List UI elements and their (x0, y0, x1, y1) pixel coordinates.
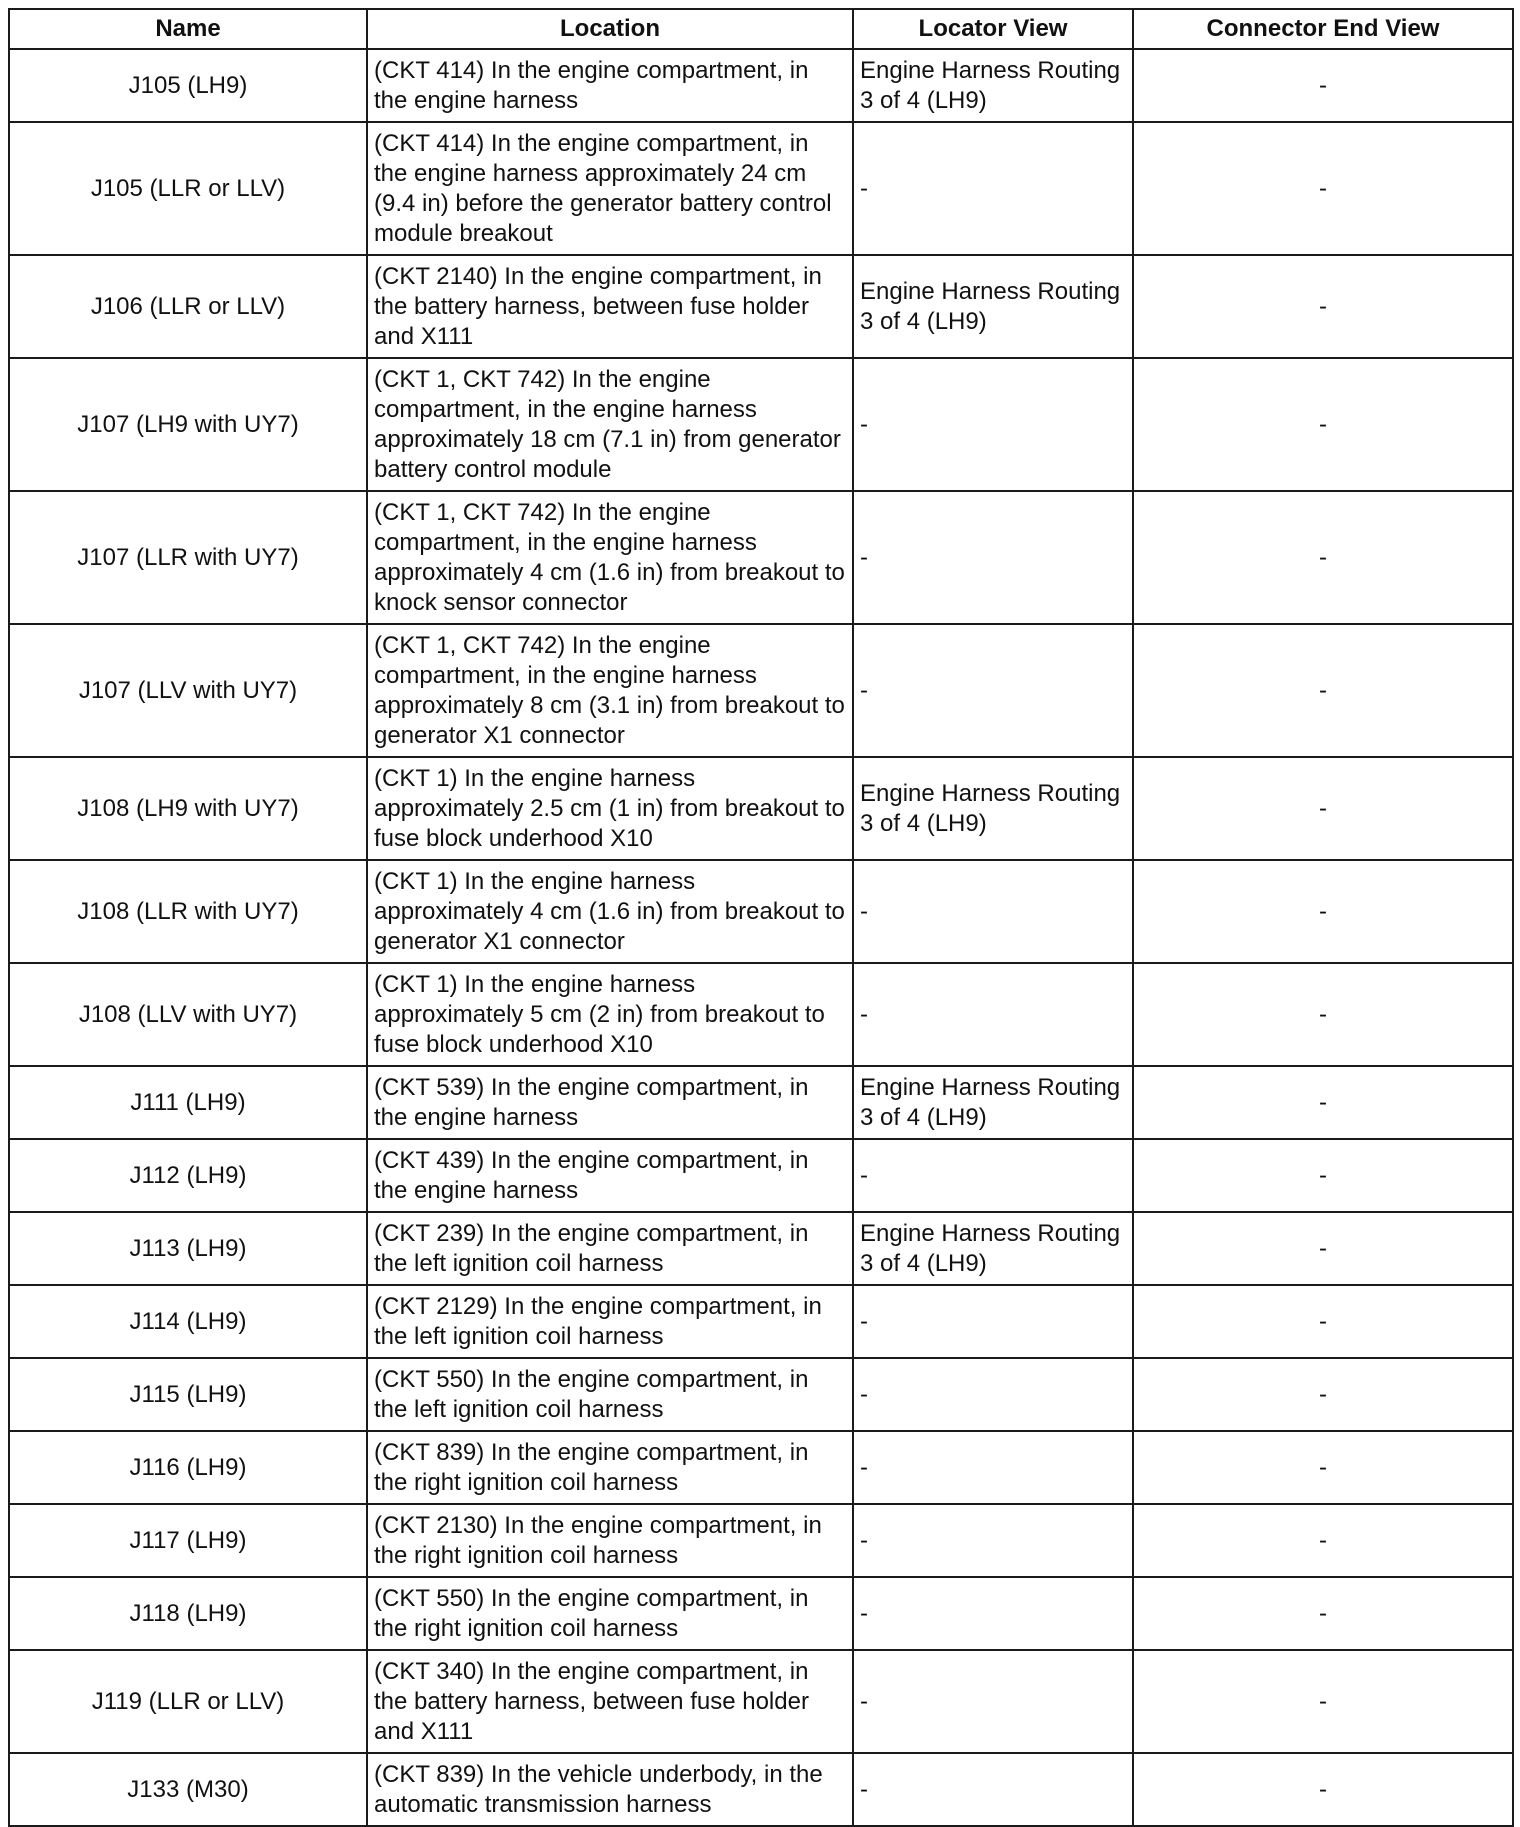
cell-location: (CKT 414) In the engine compartment, in the engine harness (367, 49, 853, 122)
cell-location: (CKT 550) In the engine compartment, in the left ignition coil harness (367, 1358, 853, 1431)
table-row (9, 1504, 1513, 1577)
cell-location: (CKT 839) In the engine compartment, in the right ignition coil harness (367, 1431, 853, 1504)
cell-connector-end-view: - (1133, 624, 1513, 757)
cell-locator-view: - (853, 1650, 1133, 1753)
header-location: Location (367, 9, 853, 49)
cell-connector-end-view: - (1133, 1358, 1513, 1431)
table-row (9, 358, 1513, 491)
cell-connector-end-view: - (1133, 1066, 1513, 1139)
cell-name: J118 (LH9) (9, 1577, 367, 1650)
table-row (9, 49, 1513, 122)
cell-name: J107 (LH9 with UY7) (9, 358, 367, 491)
cell-name: J106 (LLR or LLV) (9, 255, 367, 358)
cell-location: (CKT 2140) In the engine compartment, in the battery harness, between fuse holder and X111 (367, 255, 853, 358)
cell-location: (CKT 1) In the engine harness approximately 2.5 cm (1 in) from breakout to fuse block underhood X10 (367, 757, 853, 860)
cell-connector-end-view: - (1133, 122, 1513, 255)
table-row (9, 491, 1513, 624)
cell-locator-view: - (853, 624, 1133, 757)
cell-location: (CKT 1) In the engine harness approximately 4 cm (1.6 in) from breakout to generator X1 connector (367, 860, 853, 963)
cell-location: (CKT 1, CKT 742) In the engine compartment, in the engine harness approximately 18 cm (7.1 in) from generator battery control module (367, 358, 853, 491)
cell-name: J114 (LH9) (9, 1285, 367, 1358)
cell-name: J115 (LH9) (9, 1358, 367, 1431)
cell-location: (CKT 839) In the vehicle underbody, in the automatic transmission harness (367, 1753, 853, 1826)
cell-location: (CKT 414) In the engine compartment, in the engine harness approximately 24 cm (9.4 in) before the generator battery control module breakout (367, 122, 853, 255)
cell-connector-end-view: - (1133, 1753, 1513, 1826)
cell-name: J133 (M30) (9, 1753, 367, 1826)
cell-name: J119 (LLR or LLV) (9, 1650, 367, 1753)
cell-locator-view: Engine Harness Routing 3 of 4 (LH9) (853, 757, 1133, 860)
cell-locator-view: - (853, 1358, 1133, 1431)
cell-connector-end-view: - (1133, 1285, 1513, 1358)
table-row (9, 1358, 1513, 1431)
cell-locator-view: Engine Harness Routing 3 of 4 (LH9) (853, 49, 1133, 122)
table-body (9, 49, 1513, 1826)
table-row (9, 1431, 1513, 1504)
cell-connector-end-view: - (1133, 1139, 1513, 1212)
cell-locator-view: - (853, 963, 1133, 1066)
cell-name: J117 (LH9) (9, 1504, 367, 1577)
cell-connector-end-view: - (1133, 49, 1513, 122)
cell-locator-view: - (853, 1285, 1133, 1358)
cell-location: (CKT 550) In the engine compartment, in the right ignition coil harness (367, 1577, 853, 1650)
cell-name: J108 (LLR with UY7) (9, 860, 367, 963)
splice-table (8, 8, 1514, 1827)
cell-name: J108 (LLV with UY7) (9, 963, 367, 1066)
table-row (9, 1212, 1513, 1285)
cell-location: (CKT 439) In the engine compartment, in the engine harness (367, 1139, 853, 1212)
header-row (9, 9, 1513, 49)
table-row (9, 1753, 1513, 1826)
cell-name: J107 (LLV with UY7) (9, 624, 367, 757)
header-connector-end-view: Connector End View (1133, 9, 1513, 49)
cell-locator-view: Engine Harness Routing 3 of 4 (LH9) (853, 1066, 1133, 1139)
cell-locator-view: - (853, 1504, 1133, 1577)
cell-connector-end-view: - (1133, 491, 1513, 624)
cell-name: J105 (LLR or LLV) (9, 122, 367, 255)
table-row (9, 1139, 1513, 1212)
cell-connector-end-view: - (1133, 1212, 1513, 1285)
cell-locator-view: - (853, 1431, 1133, 1504)
cell-name: J116 (LH9) (9, 1431, 367, 1504)
cell-locator-view: - (853, 1139, 1133, 1212)
cell-locator-view: - (853, 491, 1133, 624)
table-row (9, 1285, 1513, 1358)
table-row (9, 963, 1513, 1066)
cell-connector-end-view: - (1133, 860, 1513, 963)
cell-locator-view: Engine Harness Routing 3 of 4 (LH9) (853, 1212, 1133, 1285)
cell-locator-view: Engine Harness Routing 3 of 4 (LH9) (853, 255, 1133, 358)
cell-location: (CKT 539) In the engine compartment, in the engine harness (367, 1066, 853, 1139)
table-row (9, 624, 1513, 757)
cell-name: J113 (LH9) (9, 1212, 367, 1285)
cell-connector-end-view: - (1133, 757, 1513, 860)
cell-name: J111 (LH9) (9, 1066, 367, 1139)
header-name: Name (9, 9, 367, 49)
cell-connector-end-view: - (1133, 963, 1513, 1066)
cell-location: (CKT 239) In the engine compartment, in the left ignition coil harness (367, 1212, 853, 1285)
cell-connector-end-view: - (1133, 255, 1513, 358)
header-locator-view: Locator View (853, 9, 1133, 49)
cell-connector-end-view: - (1133, 1431, 1513, 1504)
table-row (9, 1066, 1513, 1139)
table-row (9, 757, 1513, 860)
cell-location: (CKT 340) In the engine compartment, in the battery harness, between fuse holder and X111 (367, 1650, 853, 1753)
table-row (9, 255, 1513, 358)
table-row (9, 860, 1513, 963)
cell-locator-view: - (853, 1753, 1133, 1826)
cell-name: J108 (LH9 with UY7) (9, 757, 367, 860)
cell-location: (CKT 2130) In the engine compartment, in the right ignition coil harness (367, 1504, 853, 1577)
cell-connector-end-view: - (1133, 1504, 1513, 1577)
cell-name: J105 (LH9) (9, 49, 367, 122)
cell-location: (CKT 1, CKT 742) In the engine compartment, in the engine harness approximately 8 cm (3.1 in) from breakout to generator X1 connector (367, 624, 853, 757)
splice-location-sheet (8, 8, 1514, 1827)
table-row (9, 1577, 1513, 1650)
table-row (9, 1650, 1513, 1753)
cell-location: (CKT 2129) In the engine compartment, in the left ignition coil harness (367, 1285, 853, 1358)
cell-name: J112 (LH9) (9, 1139, 367, 1212)
cell-connector-end-view: - (1133, 1577, 1513, 1650)
cell-locator-view: - (853, 860, 1133, 963)
cell-connector-end-view: - (1133, 1650, 1513, 1753)
cell-locator-view: - (853, 358, 1133, 491)
cell-connector-end-view: - (1133, 358, 1513, 491)
cell-location: (CKT 1, CKT 742) In the engine compartment, in the engine harness approximately 4 cm (1.6 in) from breakout to knock sensor connector (367, 491, 853, 624)
table-row (9, 122, 1513, 255)
cell-location: (CKT 1) In the engine harness approximately 5 cm (2 in) from breakout to fuse block underhood X10 (367, 963, 853, 1066)
cell-locator-view: - (853, 122, 1133, 255)
cell-locator-view: - (853, 1577, 1133, 1650)
cell-name: J107 (LLR with UY7) (9, 491, 367, 624)
